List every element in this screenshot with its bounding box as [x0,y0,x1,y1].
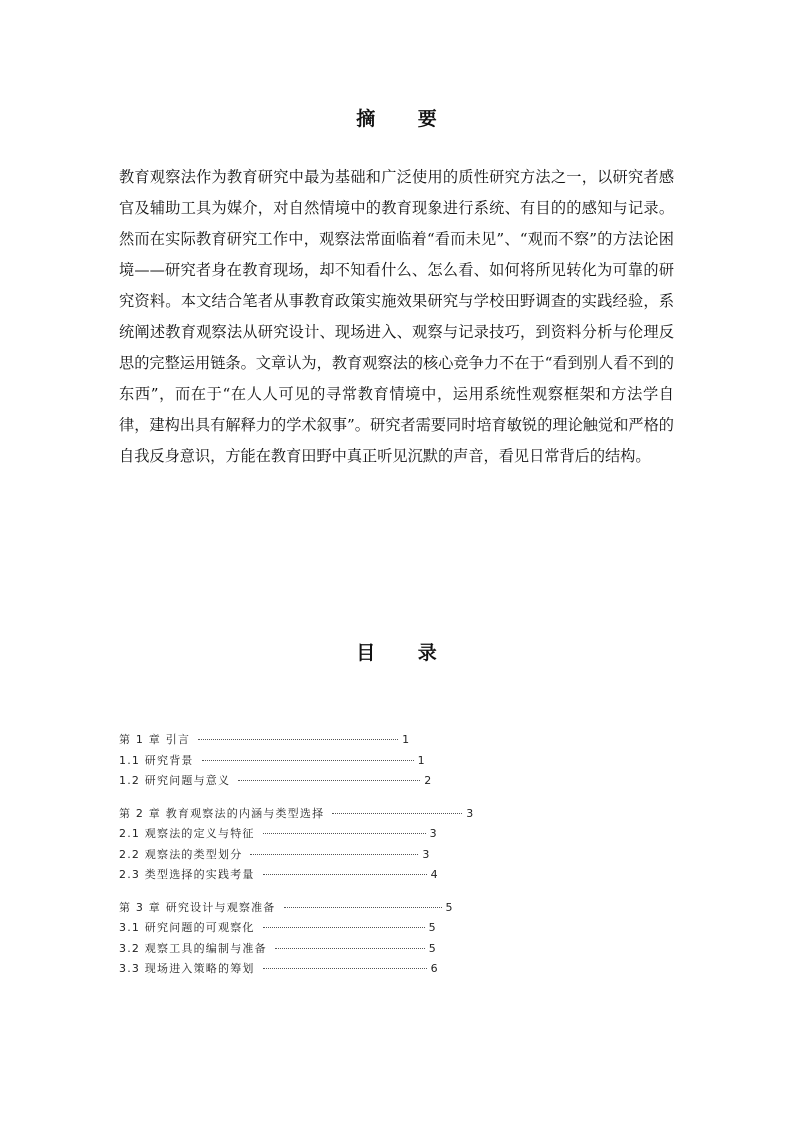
toc-entry[interactable] [119,959,589,980]
toc-entry-label: 3.1 研究问题的可观察化 [119,921,255,934]
table-of-contents [119,730,589,992]
toc-dot-leader [238,780,420,781]
toc-dot-leader [250,854,418,855]
toc-entry[interactable] [119,898,589,919]
toc-page-number: 1 [402,733,410,746]
toc-page-number: 2 [424,774,432,787]
toc-entry-label: 1.1 研究背景 [119,753,194,767]
toc-entry-label: 3.3 现场进入策略的筹划 [119,962,255,975]
toc-entry-label: 2.3 类型选择的实践考量 [119,868,255,881]
abstract-body: 教育观察法作为教育研究中最为基础和广泛使用的质性研究方法之一，以研究者感官及辅助工具为媒介，对自然情境中的教育现象进行系统、有目的的感知与记录。然而在实际教育研究工作中，观察法常面临着“看而未见”、“观而不察”的方法论困境——研究者身在教育现场，却不知看什么、怎么看、如何将所见转化为可靠的研究资料。本文结合笔者从事教育政策实施效果研究与学校田野调查的实践经验，系统阐述教育观察法从研究设计、现场进入、观察与记录技巧，到资料分析与伦理反思的完整运用链条。文章认为，教育观察法的核心竞争力不在于“看到别人看不到的东西”，而在于“在人人可见的寻常教育情境中，运用系统性观察框架和方法学自律，建构出具有解释力的学术叙事”。研究者需要同时培育敏锐的理论触觉和严格的自我反身意识，方能在教育田野中真正听见沉默的声音，看见日常背后的结构。 [119,168,674,465]
toc-page-number: 3 [466,806,474,820]
toc-page-number: 3 [429,827,437,840]
toc-page-number: 6 [430,962,438,975]
toc-entry-label: 第 1 章 引言 [119,733,191,746]
toc-entry[interactable] [119,751,589,772]
toc-entry-label: 第 3 章 研究设计与观察准备 [119,900,276,914]
toc-page-number: 3 [422,847,430,861]
toc-entry[interactable] [119,771,589,792]
toc-entry[interactable] [119,730,589,751]
toc-dot-leader [332,813,462,814]
toc-entry[interactable] [119,865,589,886]
toc-page-number: 4 [430,868,438,881]
toc-entry-label: 第 2 章 教育观察法的内涵与类型选择 [119,806,325,820]
toc-entry[interactable] [119,845,589,866]
toc-dot-leader [198,739,398,740]
toc-dot-leader [275,948,425,949]
toc-dot-leader [284,907,442,908]
toc-entry[interactable] [119,804,589,825]
toc-dot-leader [263,968,427,969]
toc-entry[interactable] [119,824,589,845]
toc-entry[interactable] [119,939,589,960]
toc-group [119,730,589,792]
toc-page-number: 5 [445,900,453,914]
toc-page-number: 1 [417,753,425,767]
toc-dot-leader [202,760,414,761]
abstract-title: 摘 要 [356,108,455,130]
toc-page-number: 5 [428,921,436,934]
toc-entry[interactable] [119,918,589,939]
toc-entry-label: 1.2 研究问题与意义 [119,774,231,787]
toc-entry-label: 2.2 观察法的类型划分 [119,847,243,861]
toc-entry-label: 2.1 观察法的定义与特征 [119,827,255,840]
toc-dot-leader [263,927,425,928]
toc-title: 目 录 [356,642,455,664]
toc-group [119,804,589,886]
toc-entry-label: 3.2 观察工具的编制与准备 [119,941,267,955]
toc-group [119,898,589,980]
toc-dot-leader [263,833,426,834]
toc-dot-leader [263,874,427,875]
toc-page-number: 5 [428,941,436,955]
